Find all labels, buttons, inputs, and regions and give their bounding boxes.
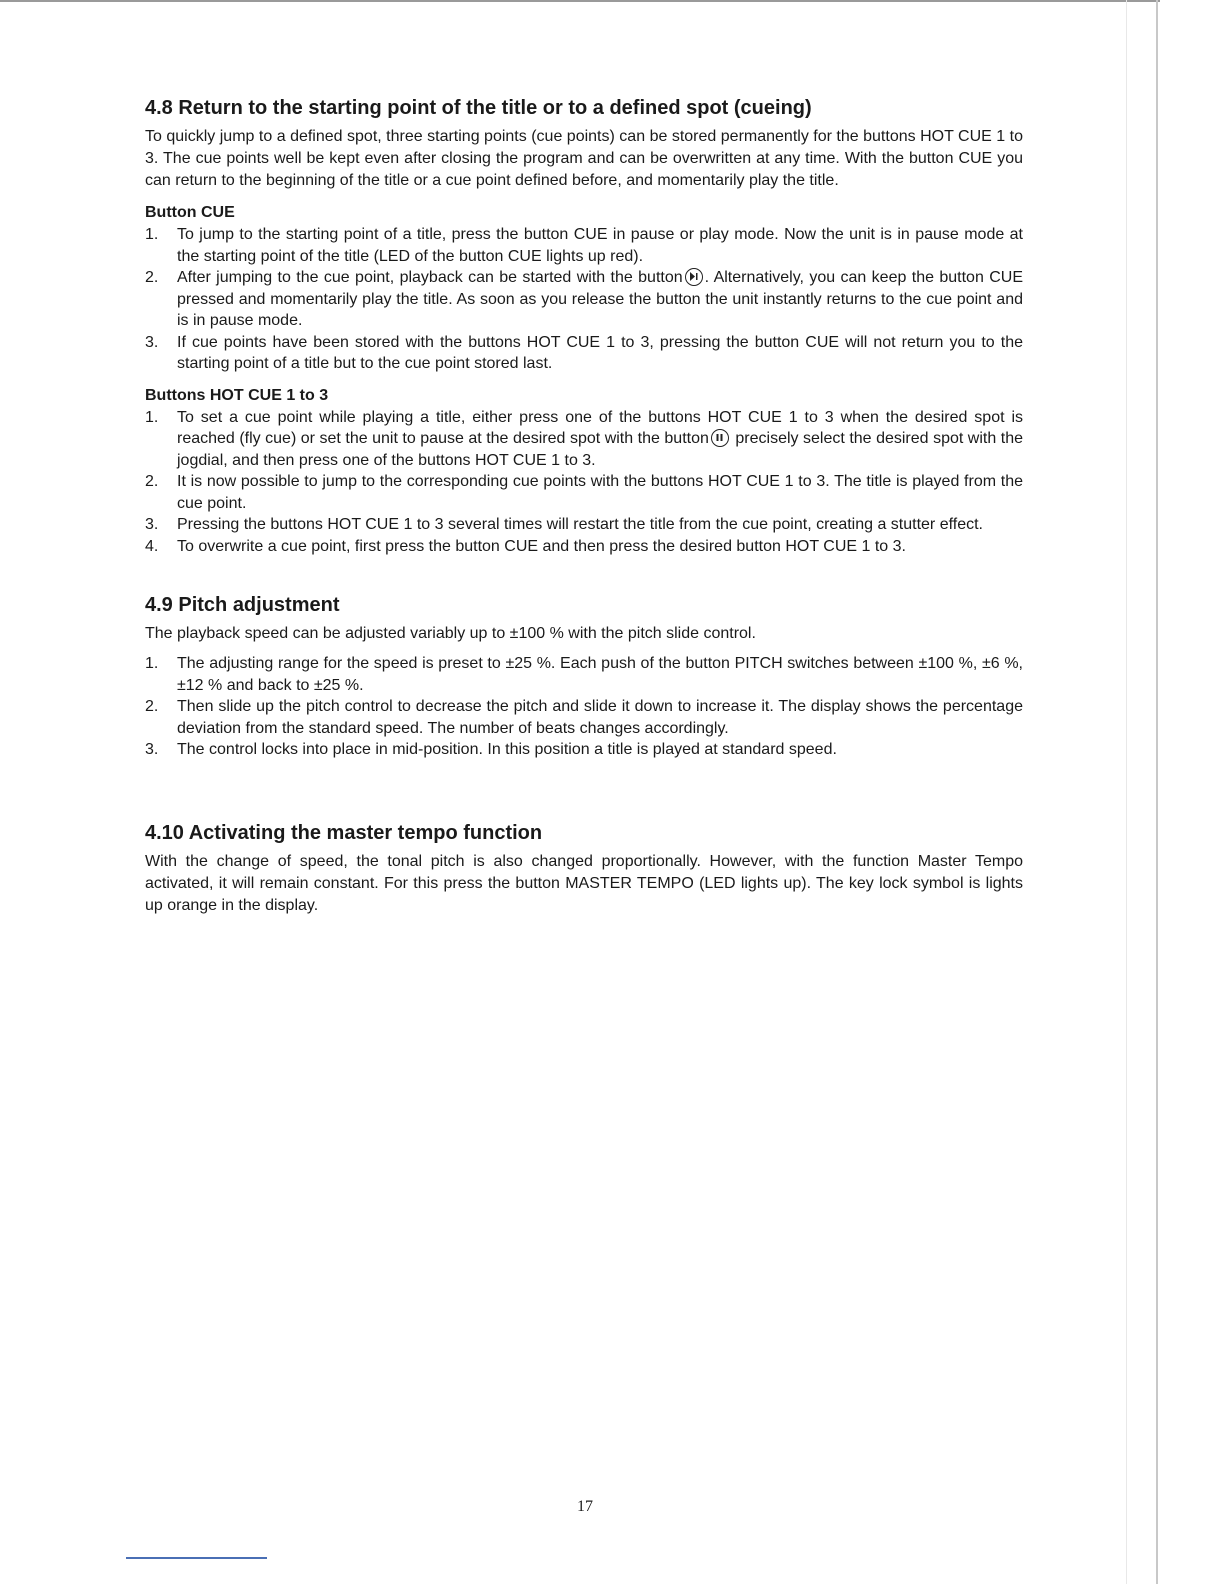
play-pause-button-icon: [685, 268, 703, 286]
list-item: [145, 407, 1023, 472]
section-intro: The playback speed can be adjusted variably up to ±100 % with the pitch slide control.: [145, 625, 756, 642]
list-text: . Alternatively, you can keep the button CUE pressed and momentarily play the title. As soon as you release the button the unit instantly returns to the cue point and is in pause mode.: [177, 269, 1023, 329]
section-4-9: [145, 593, 1023, 761]
list-item: [145, 267, 1023, 332]
list-number: 3.: [145, 741, 159, 758]
numbered-list: [145, 653, 1023, 761]
list-number: 2.: [145, 473, 159, 490]
page-number: 17: [577, 1498, 593, 1515]
section-heading: 4.8 Return to the starting point of the title or to a defined spot (cueing): [145, 97, 812, 119]
list-item: [145, 739, 1023, 761]
list-number: 2.: [145, 698, 159, 715]
list-number: 1.: [145, 226, 159, 243]
top-rule: [0, 0, 1160, 2]
scan-edge-inner: [1126, 0, 1127, 1584]
list-item: [145, 471, 1023, 514]
subsection-title: Buttons HOT CUE 1 to 3: [145, 386, 329, 404]
manual-page: [145, 96, 1023, 917]
list-number: 1.: [145, 408, 159, 426]
list-text: The control locks into place in mid-position. In this position a title is played at standard speed.: [177, 741, 837, 758]
list-text: It is now possible to jump to the corresponding cue points with the buttons HOT CUE 1 to 3. The title is played from the cue point.: [177, 473, 1023, 512]
section-intro: To quickly jump to a defined spot, three starting points (cue points) can be stored permanently for the buttons HOT CUE 1 to 3. The cue points well be kept even after closing the program and can be overwritten at any time. With the button CUE you can return to the beginning of the title or a cue point defined before, and momentarily play the title.: [145, 128, 1023, 189]
list-text: Pressing the buttons HOT CUE 1 to 3 several times will restart the title from the cue point, creating a stutter effect.: [177, 516, 983, 533]
list-text: To overwrite a cue point, first press the button CUE and then press the desired button HOT CUE 1 to 3.: [177, 537, 906, 555]
list-text: If cue points have been stored with the buttons HOT CUE 1 to 3, pressing the button CUE will not return you to the starting point of a title but to the cue point stored last.: [177, 333, 1023, 372]
list-number: 4.: [145, 537, 159, 555]
list-item: [145, 514, 1023, 536]
list-text: To jump to the starting point of a title, press the button CUE in pause or play mode. Now the unit is in pause mode at the starting point of the title (LED of the button CUE lights up red).: [177, 226, 1023, 265]
section-heading: 4.10 Activating the master tempo function: [145, 821, 543, 844]
scan-edge: [1156, 0, 1158, 1584]
list-item: [145, 536, 1023, 558]
list-text: To set a cue point while playing a title, either press one of the buttons HOT CUE 1 to 3 when the desired spot is reached (fly cue) or set the unit to pause at the desired spot with the button: [177, 408, 1023, 447]
list-number: 1.: [145, 655, 159, 672]
list-item: [145, 696, 1023, 739]
numbered-list: [145, 407, 1023, 558]
pause-button-icon: [711, 429, 729, 447]
section-intro: With the change of speed, the tonal pitch is also changed proportionally. However, with the function Master Tempo activated, it will remain constant. For this press the button MASTER TEMPO (LED lights up). The key lock symbol is lights up orange in the display.: [145, 852, 1023, 914]
subsection-title: Button CUE: [145, 204, 235, 221]
list-number: 2.: [145, 269, 159, 286]
list-item: [145, 224, 1023, 267]
list-item: [145, 332, 1023, 375]
list-text: Then slide up the pitch control to decrease the pitch and slide it down to increase it. The display shows the percentage deviation from the standard speed. The number of beats changes accordingly.: [177, 698, 1023, 737]
bottom-rule: [126, 1557, 267, 1559]
section-heading: 4.9 Pitch adjustment: [145, 594, 340, 616]
list-number: 3.: [145, 333, 159, 351]
numbered-list: [145, 224, 1023, 375]
list-number: 3.: [145, 516, 159, 533]
list-text: The adjusting range for the speed is preset to ±25 %. Each push of the button PITCH switches between ±100 %, ±6 %, ±12 % and back to ±25 %.: [177, 655, 1023, 694]
list-text: After jumping to the cue point, playback can be started with the button: [177, 269, 683, 286]
section-4-8: [145, 96, 1023, 557]
section-4-10: [145, 821, 1023, 917]
list-text: precisely select the desired spot with the jogdial, and then press one of the buttons HOT CUE 1 to 3.: [177, 430, 1024, 469]
list-item: [145, 653, 1023, 696]
